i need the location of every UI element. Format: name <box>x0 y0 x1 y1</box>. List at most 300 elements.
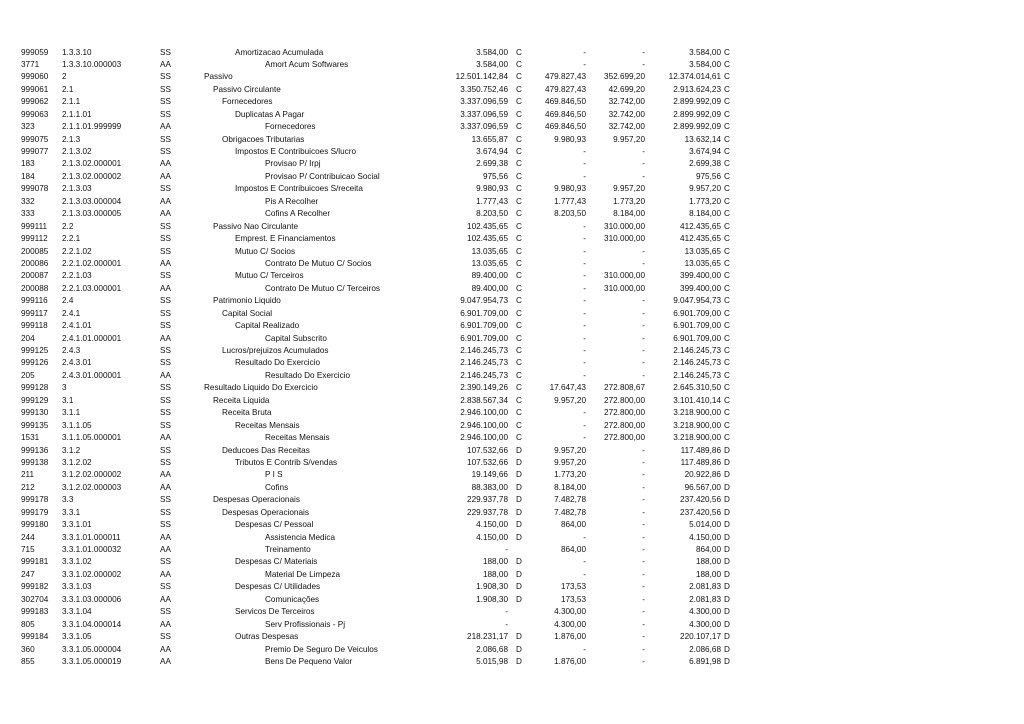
account-type: SS <box>160 408 171 418</box>
previous-balance-nature: C <box>516 408 522 418</box>
current-balance: 2.913.624,23 <box>673 84 721 94</box>
credit-amount: - <box>642 545 645 554</box>
account-type: SS <box>160 84 171 94</box>
debit-amount: - <box>583 420 586 430</box>
classification: 2.4.3.01 <box>62 358 92 368</box>
credit-amount: 272.808,67 <box>604 383 645 393</box>
credit-amount: - <box>642 582 645 592</box>
account-code: 999184 <box>21 632 49 642</box>
classification: 2.2.1.02.000001 <box>62 258 122 268</box>
table-row <box>0 295 1024 307</box>
previous-balance: 9.980,93 <box>476 184 508 194</box>
account-description: P I S <box>265 470 283 480</box>
current-balance: 4.150,00 <box>689 532 721 542</box>
previous-balance: - <box>505 545 508 554</box>
account-description: Passivo Nao Circulante <box>213 221 299 231</box>
account-description: Receitas Mensais <box>265 433 330 443</box>
debit-amount: - <box>583 308 586 318</box>
previous-balance: 3.337.096,59 <box>460 97 508 107</box>
previous-balance: 6.901.709,00 <box>460 333 508 343</box>
table-row <box>0 221 1024 233</box>
account-code: 805 <box>21 619 35 629</box>
account-type: AA <box>160 171 171 181</box>
classification: 3.3 <box>62 495 74 505</box>
credit-amount: - <box>642 258 645 268</box>
classification: 2.4 <box>62 296 74 306</box>
current-balance: 3.584,00 <box>689 47 721 57</box>
current-balance-nature: D <box>724 470 730 480</box>
previous-balance: 107.532,66 <box>467 457 508 467</box>
table-row <box>0 594 1024 606</box>
table-row <box>0 494 1024 506</box>
current-balance: 6.901.709,00 <box>673 308 721 318</box>
previous-balance: 102.435,65 <box>467 221 508 231</box>
table-row <box>0 420 1024 432</box>
account-type: SS <box>160 395 171 405</box>
current-balance: 13.632,14 <box>684 134 721 144</box>
classification: 2.1.3.02.000002 <box>62 171 122 181</box>
account-description: Fornecedores <box>265 122 316 132</box>
current-balance-nature: C <box>724 47 730 57</box>
credit-amount: - <box>642 159 645 169</box>
current-balance: 12.374.014,61 <box>668 72 721 82</box>
account-code: 332 <box>21 196 35 206</box>
account-type: AA <box>160 594 171 604</box>
previous-balance: 13.655,87 <box>471 134 508 144</box>
credit-amount: 352.699,20 <box>604 72 645 82</box>
table-row <box>0 507 1024 519</box>
previous-balance: 107.532,66 <box>467 445 508 455</box>
current-balance: 864,00 <box>695 545 721 554</box>
account-type: SS <box>160 271 171 281</box>
credit-amount: 42.699,20 <box>608 84 645 94</box>
account-description: Assistencia Medica <box>265 532 336 542</box>
credit-amount: 8.184,00 <box>613 209 645 219</box>
credit-amount: - <box>642 482 645 492</box>
current-balance-nature: C <box>724 258 730 268</box>
account-code: 999183 <box>21 607 49 617</box>
debit-amount: 479.827,43 <box>545 84 586 94</box>
previous-balance: 188,00 <box>482 569 508 579</box>
previous-balance: 8.203,50 <box>476 209 508 219</box>
classification: 2.4.1.01.000001 <box>62 333 122 343</box>
credit-amount: - <box>642 457 645 467</box>
account-code: 1531 <box>21 433 40 443</box>
table-row <box>0 581 1024 593</box>
account-description: Provisao P/ Irpj <box>265 159 321 169</box>
table-row <box>0 158 1024 170</box>
previous-balance: 4.150,00 <box>476 532 508 542</box>
previous-balance-nature: C <box>516 308 522 318</box>
account-description: Passivo <box>204 72 233 82</box>
account-type: AA <box>160 656 171 666</box>
table-row <box>0 345 1024 357</box>
current-balance-nature: C <box>724 383 730 393</box>
credit-amount: - <box>642 495 645 505</box>
debit-amount: 4.300,00 <box>554 607 586 617</box>
account-code: 999178 <box>21 495 49 505</box>
previous-balance: 2.946.100,00 <box>460 408 508 418</box>
current-balance: 3.674,94 <box>689 147 721 156</box>
debit-amount: 173,53 <box>560 594 586 604</box>
account-description: Duplicatas A Pagar <box>235 109 305 119</box>
current-balance: 2.146.245,73 <box>673 346 721 355</box>
classification: 2.1.1.01 <box>62 109 92 119</box>
credit-amount: 32.742,00 <box>608 109 645 119</box>
previous-balance: 6.901.709,00 <box>460 321 508 331</box>
account-type: SS <box>160 134 171 144</box>
account-description: Cofins <box>265 482 289 492</box>
account-type: AA <box>160 470 171 480</box>
table-row <box>0 619 1024 631</box>
previous-balance: 89.400,00 <box>471 271 508 281</box>
classification: 2.1.3.03.000004 <box>62 196 122 206</box>
previous-balance-nature: D <box>516 569 522 579</box>
classification: 3.1.2.02.000003 <box>62 482 122 492</box>
current-balance-nature: D <box>724 457 730 467</box>
current-balance-nature: C <box>724 246 730 256</box>
previous-balance: 2.390.149,26 <box>460 383 508 393</box>
current-balance-nature: C <box>724 420 730 430</box>
debit-amount: 7.482,78 <box>554 495 586 505</box>
classification: 2 <box>62 72 67 82</box>
previous-balance: 6.901.709,00 <box>460 308 508 318</box>
account-code: 999138 <box>21 457 49 467</box>
account-description: Premio De Seguro De Veiculos <box>265 644 378 654</box>
account-description: Impostos E Contribuicoes S/lucro <box>235 147 357 156</box>
debit-amount: - <box>583 333 586 343</box>
current-balance: 237.420,56 <box>680 507 721 517</box>
account-code: 999182 <box>21 582 49 592</box>
debit-amount: 17.647,43 <box>549 383 586 393</box>
previous-balance: 3.674,94 <box>476 147 508 156</box>
table-row <box>0 84 1024 96</box>
debit-amount: 479.827,43 <box>545 72 586 82</box>
debit-amount: 864,00 <box>560 545 586 554</box>
account-code: 3771 <box>21 59 40 69</box>
classification: 1.3.3.10 <box>62 47 92 57</box>
previous-balance: 1.908,30 <box>476 582 508 592</box>
credit-amount: - <box>642 296 645 306</box>
classification: 3.3.1.05.000019 <box>62 656 122 666</box>
debit-amount: - <box>583 644 586 654</box>
previous-balance-nature: C <box>516 271 522 281</box>
current-balance: 412.435,65 <box>680 221 721 231</box>
account-code: 999060 <box>21 72 49 82</box>
credit-amount: 9.957,20 <box>613 134 645 144</box>
previous-balance: 218.231,17 <box>467 632 508 642</box>
debit-amount: 1.773,20 <box>554 470 586 480</box>
previous-balance: 5.015,98 <box>476 656 508 666</box>
previous-balance-nature: C <box>516 122 522 132</box>
account-type: SS <box>160 321 171 331</box>
account-code: 302704 <box>21 594 49 604</box>
debit-amount: 1.777,43 <box>554 196 586 206</box>
account-description: Obrigacoes Tributarias <box>222 134 305 144</box>
credit-amount: - <box>642 333 645 343</box>
classification: 3.3.1.05.000004 <box>62 644 122 654</box>
debit-amount: 469.846,50 <box>545 109 586 119</box>
previous-balance: 1.777,43 <box>476 196 508 206</box>
classification: 3.3.1.04.000014 <box>62 619 122 629</box>
account-code: 999077 <box>21 147 49 156</box>
current-balance-nature: C <box>724 395 730 405</box>
debit-amount: - <box>583 346 586 355</box>
table-row <box>0 395 1024 407</box>
current-balance: 2.899.992,09 <box>673 109 721 119</box>
account-description: Receitas Mensais <box>235 420 300 430</box>
table-row <box>0 370 1024 382</box>
credit-amount: - <box>642 656 645 666</box>
current-balance: 4.300,00 <box>689 607 721 617</box>
table-row <box>0 469 1024 481</box>
previous-balance-nature: C <box>516 221 522 231</box>
debit-amount: - <box>583 296 586 306</box>
debit-amount: 8.203,50 <box>554 209 586 219</box>
current-balance: 3.218.900,00 <box>673 420 721 430</box>
credit-amount: 310.000,00 <box>604 221 645 231</box>
account-description: Deducoes Das Receitas <box>222 445 310 455</box>
previous-balance-nature: C <box>516 370 522 380</box>
account-code: 999061 <box>21 84 49 94</box>
current-balance-nature: C <box>724 59 730 69</box>
account-description: Servicos De Terceiros <box>235 607 315 617</box>
classification: 3.3.1.03.000006 <box>62 594 122 604</box>
credit-amount: - <box>642 370 645 380</box>
current-balance-nature: C <box>724 134 730 144</box>
current-balance: 96.567,00 <box>684 482 721 492</box>
current-balance-nature: C <box>724 296 730 306</box>
account-type: SS <box>160 358 171 368</box>
credit-amount: 32.742,00 <box>608 122 645 132</box>
debit-amount: - <box>583 234 586 244</box>
classification: 2.4.1 <box>62 308 81 318</box>
previous-balance-nature: C <box>516 134 522 144</box>
account-description: Cofins A Recolher <box>265 209 331 219</box>
account-description: Comunicações <box>265 594 320 604</box>
current-balance-nature: D <box>724 619 730 629</box>
account-description: Capital Social <box>222 308 273 318</box>
account-description: Lucros/prejuizos Acumulados <box>222 346 329 355</box>
classification: 2.4.3 <box>62 346 81 355</box>
classification: 3.3.1.01.000011 <box>62 532 121 542</box>
account-description: Contrato De Mutuo C/ Socios <box>265 258 372 268</box>
classification: 2.1.1 <box>62 97 81 107</box>
previous-balance: 188,00 <box>482 557 508 567</box>
previous-balance: 3.584,00 <box>476 47 508 57</box>
current-balance: 3.218.900,00 <box>673 433 721 443</box>
debit-amount: 864,00 <box>560 520 586 530</box>
table-row <box>0 258 1024 270</box>
account-type: SS <box>160 147 171 156</box>
previous-balance: 2.146.245,73 <box>460 370 508 380</box>
current-balance-nature: D <box>724 520 730 530</box>
account-type: SS <box>160 109 171 119</box>
account-type: SS <box>160 47 171 57</box>
account-type: SS <box>160 246 171 256</box>
account-code: 999125 <box>21 346 49 355</box>
account-type: AA <box>160 569 171 579</box>
table-row <box>0 183 1024 195</box>
debit-amount: 469.846,50 <box>545 97 586 107</box>
current-balance: 6.891,98 <box>689 656 721 666</box>
current-balance-nature: C <box>724 97 730 107</box>
account-code: 323 <box>21 122 35 132</box>
credit-amount: - <box>642 532 645 542</box>
debit-amount: 7.482,78 <box>554 507 586 517</box>
credit-amount: - <box>642 346 645 355</box>
credit-amount: - <box>642 607 645 617</box>
account-description: Capital Realizado <box>235 321 300 331</box>
current-balance: 2.146.245,73 <box>673 358 721 368</box>
account-description: Amortizacao Acumulada <box>235 47 324 57</box>
credit-amount: - <box>642 594 645 604</box>
debit-amount: - <box>583 532 586 542</box>
account-description: Mutuo C/ Socios <box>235 246 296 256</box>
account-description: Resultado Liquido Do Exercicio <box>204 383 318 393</box>
current-balance-nature: C <box>724 308 730 318</box>
account-description: Despesas C/ Materiais <box>235 557 318 567</box>
account-code: 855 <box>21 656 35 666</box>
previous-balance-nature: D <box>516 470 522 480</box>
table-row <box>0 544 1024 556</box>
account-code: 360 <box>21 644 35 654</box>
table-row <box>0 196 1024 208</box>
account-type: SS <box>160 495 171 505</box>
account-type: SS <box>160 632 171 642</box>
account-type: AA <box>160 370 171 380</box>
debit-amount: 9.980,93 <box>554 184 586 194</box>
previous-balance-nature: C <box>516 258 522 268</box>
current-balance: 2.146.245,73 <box>673 370 721 380</box>
account-code: 999062 <box>21 97 49 107</box>
account-type: SS <box>160 383 171 393</box>
current-balance: 2.899.992,09 <box>673 97 721 107</box>
account-description: Patrimonio Liquido <box>213 296 281 306</box>
current-balance-nature: C <box>724 433 730 443</box>
account-code: 244 <box>21 532 35 542</box>
account-description: Resultado Do Exercicio <box>265 370 351 380</box>
previous-balance-nature: D <box>516 457 522 467</box>
account-description: Despesas C/ Pessoal <box>235 520 314 530</box>
classification: 2.2.1 <box>62 234 81 244</box>
debit-amount: - <box>583 283 586 293</box>
debit-amount: 9.957,20 <box>554 395 586 405</box>
previous-balance: 2.146.245,73 <box>460 358 508 368</box>
previous-balance: 3.584,00 <box>476 59 508 69</box>
account-code: 999129 <box>21 395 49 405</box>
table-row <box>0 96 1024 108</box>
table-row <box>0 109 1024 121</box>
account-type: AA <box>160 59 171 69</box>
account-code: 333 <box>21 209 35 219</box>
account-code: 999136 <box>21 445 49 455</box>
previous-balance: 975,56 <box>482 171 508 181</box>
account-description: Resultado Do Exercicio <box>235 358 321 368</box>
account-code: 999063 <box>21 109 49 119</box>
account-code: 247 <box>21 569 35 579</box>
current-balance-nature: C <box>724 321 730 331</box>
previous-balance-nature: C <box>516 283 522 293</box>
account-type: SS <box>160 296 171 306</box>
previous-balance-nature: D <box>516 632 522 642</box>
credit-amount: - <box>642 308 645 318</box>
debit-amount: - <box>583 171 586 181</box>
account-type: AA <box>160 619 171 629</box>
table-row <box>0 320 1024 332</box>
previous-balance-nature: D <box>516 507 522 517</box>
account-type: SS <box>160 221 171 231</box>
table-row <box>0 519 1024 531</box>
current-balance: 13.035,65 <box>684 246 721 256</box>
previous-balance-nature: C <box>516 358 522 368</box>
classification: 3.3.1.05 <box>62 632 92 642</box>
current-balance-nature: C <box>724 408 730 418</box>
current-balance-nature: D <box>724 557 730 567</box>
credit-amount: 272.800,00 <box>604 433 645 443</box>
account-description: Despesas Operacionais <box>213 495 300 505</box>
debit-amount: - <box>583 246 586 256</box>
previous-balance-nature: C <box>516 159 522 169</box>
table-row <box>0 606 1024 618</box>
previous-balance-nature: C <box>516 147 522 156</box>
previous-balance-nature: D <box>516 557 522 567</box>
account-code: 999078 <box>21 184 49 194</box>
account-type: SS <box>160 420 171 430</box>
current-balance: 20.922,86 <box>684 470 721 480</box>
previous-balance-nature: C <box>516 296 522 306</box>
debit-amount: - <box>583 258 586 268</box>
current-balance-nature: C <box>724 171 730 181</box>
account-type: AA <box>160 283 171 293</box>
account-type: SS <box>160 308 171 318</box>
account-type: AA <box>160 258 171 268</box>
account-type: SS <box>160 72 171 82</box>
account-description: Tributos E Contrib S/vendas <box>235 457 338 467</box>
credit-amount: - <box>642 171 645 181</box>
account-type: SS <box>160 557 171 567</box>
table-row <box>0 631 1024 643</box>
debit-amount: 8.184,00 <box>554 482 586 492</box>
debit-amount: - <box>583 321 586 331</box>
table-row <box>0 644 1024 656</box>
current-balance-nature: D <box>724 445 730 455</box>
debit-amount: - <box>583 408 586 418</box>
account-description: Fornecedores <box>222 97 273 107</box>
classification: 3.1.2.02 <box>62 457 92 467</box>
debit-amount: 1.876,00 <box>554 656 586 666</box>
previous-balance-nature: C <box>516 420 522 430</box>
classification: 2.1.3.02.000001 <box>62 159 122 169</box>
previous-balance-nature: D <box>516 495 522 505</box>
credit-amount: 310.000,00 <box>604 234 645 244</box>
previous-balance-nature: D <box>516 532 522 542</box>
account-description: Capital Subscrito <box>265 333 327 343</box>
debit-amount: - <box>583 358 586 368</box>
previous-balance: 1.908,30 <box>476 594 508 604</box>
account-code: 999130 <box>21 408 49 418</box>
previous-balance-nature: C <box>516 184 522 194</box>
previous-balance-nature: C <box>516 209 522 219</box>
previous-balance: 12.501.142,84 <box>455 72 508 82</box>
previous-balance: 4.150,00 <box>476 520 508 530</box>
previous-balance: - <box>505 619 508 629</box>
classification: 2.1.3.03 <box>62 184 92 194</box>
previous-balance: 2.946.100,00 <box>460 420 508 430</box>
previous-balance-nature: C <box>516 234 522 244</box>
debit-amount: - <box>583 433 586 443</box>
previous-balance-nature: C <box>516 59 522 69</box>
